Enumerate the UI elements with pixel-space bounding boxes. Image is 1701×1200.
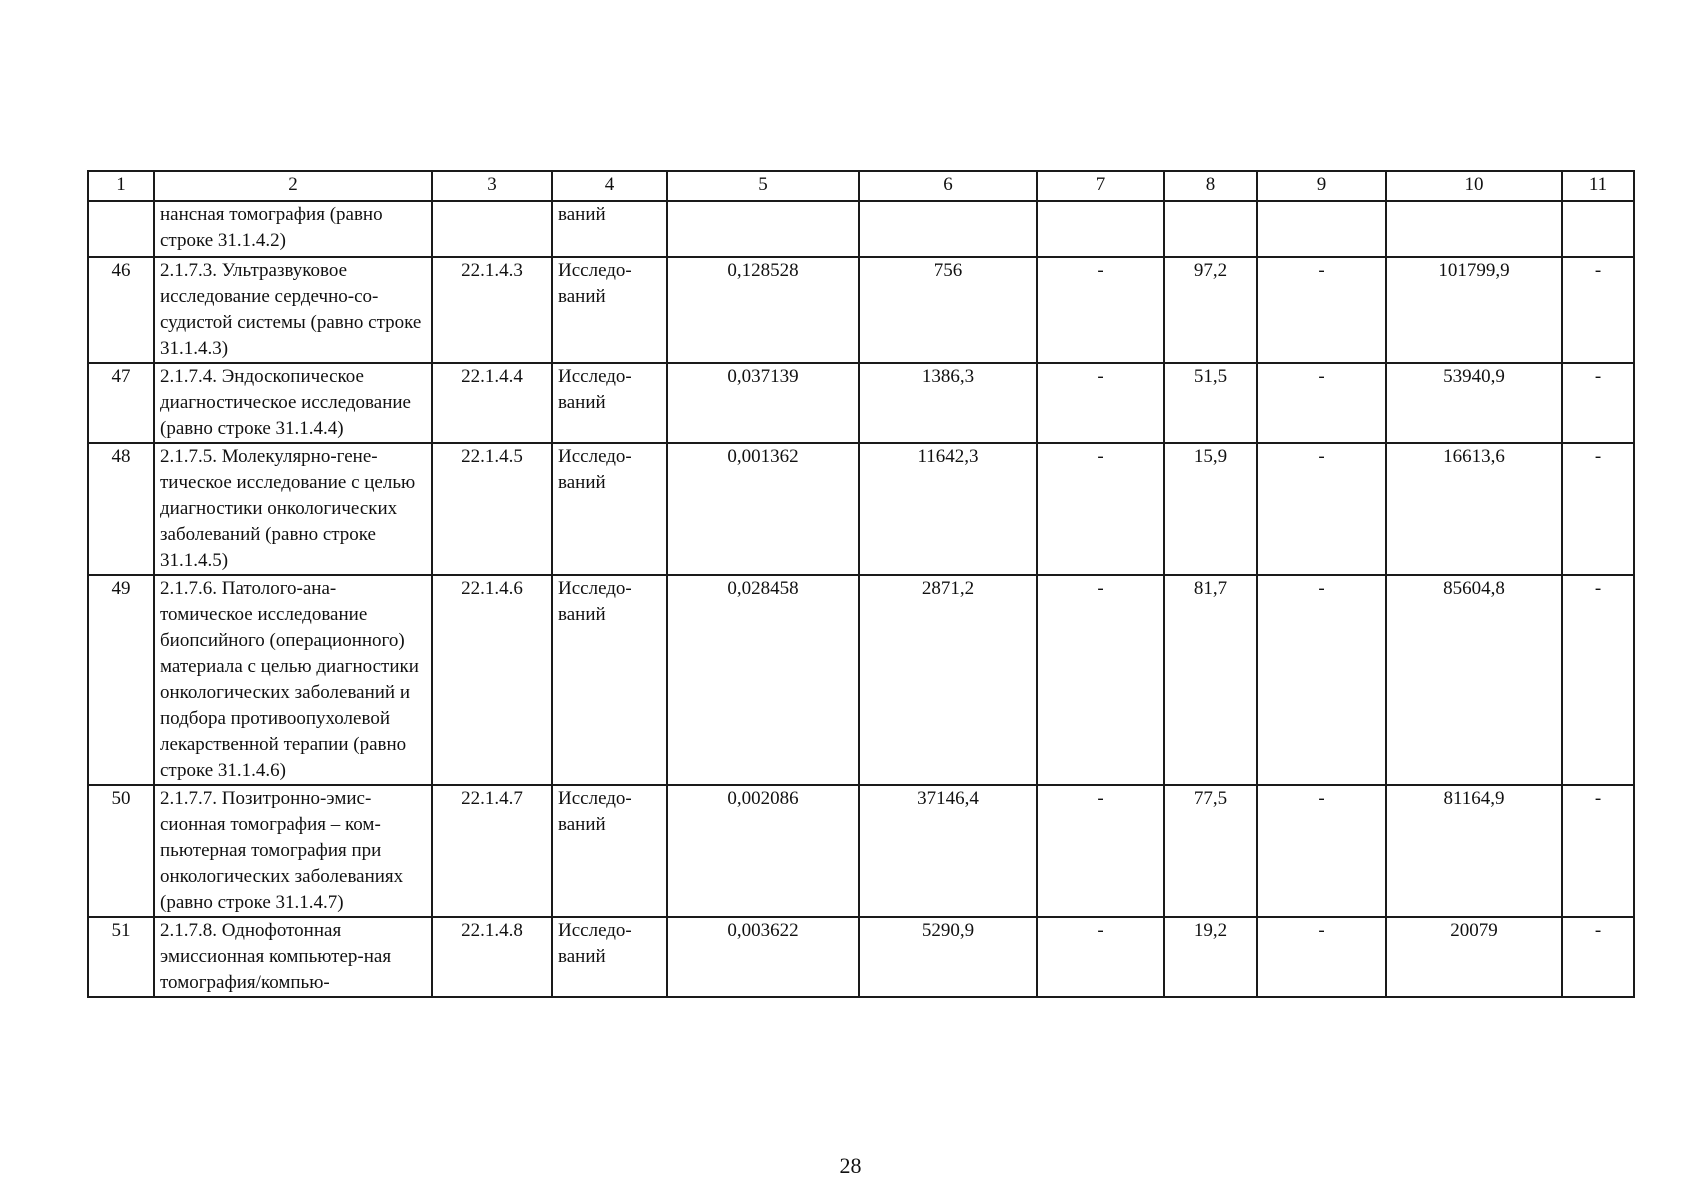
value-cell-col10: 20079 [1386,917,1562,997]
unit-cell: Исследо-ваний [552,443,667,575]
row-number-cell: 46 [88,257,154,363]
row-code-cell: 22.1.4.4 [432,363,552,443]
header-cell: 5 [667,171,859,201]
value-cell-col11: - [1562,785,1634,917]
value-cell-col9 [1257,201,1386,257]
value-cell-col11: - [1562,257,1634,363]
value-cell-col8: 51,5 [1164,363,1257,443]
row-number-cell: 51 [88,917,154,997]
value-cell-col9: - [1257,917,1386,997]
row-number-cell: 50 [88,785,154,917]
value-cell-col5: 0,001362 [667,443,859,575]
row-code-cell: 22.1.4.3 [432,257,552,363]
unit-cell: ваний [552,201,667,257]
value-cell-col10 [1386,201,1562,257]
value-cell-col7: - [1037,363,1164,443]
value-cell-col9: - [1257,785,1386,917]
header-cell: 3 [432,171,552,201]
value-cell-col11: - [1562,443,1634,575]
row-number-cell [88,201,154,257]
row-code-cell: 22.1.4.8 [432,917,552,997]
value-cell-col8: 97,2 [1164,257,1257,363]
value-cell-col7: - [1037,257,1164,363]
value-cell-col9: - [1257,443,1386,575]
table-row [88,785,1634,917]
data-table [87,170,1635,998]
value-cell-col10: 101799,9 [1386,257,1562,363]
value-cell-col10: 53940,9 [1386,363,1562,443]
value-cell-col5: 0,037139 [667,363,859,443]
page-number: 28 [839,1153,862,1178]
value-cell-col8: 19,2 [1164,917,1257,997]
row-code-cell: 22.1.4.7 [432,785,552,917]
header-cell: 1 [88,171,154,201]
header-cell: 7 [1037,171,1164,201]
value-cell-col5: 0,003622 [667,917,859,997]
value-cell-col7: - [1037,785,1164,917]
table-header-row [88,171,1634,201]
value-cell-col9: - [1257,575,1386,785]
row-code-cell [432,201,552,257]
indicator-name-cell: 2.1.7.6. Патолого-ана-томическое исследование биопсийного (операционного) материала с целью диагностики онкологических заболеваний и подбора противоопухолевой лекарственной терапии (равно строке 31.1.4.6) [154,575,432,785]
row-code-cell: 22.1.4.6 [432,575,552,785]
value-cell-col6 [859,201,1037,257]
table-row [88,201,1634,257]
table-row [88,917,1634,997]
unit-cell: Исследо-ваний [552,785,667,917]
header-cell: 10 [1386,171,1562,201]
value-cell-col6: 2871,2 [859,575,1037,785]
row-number-cell: 48 [88,443,154,575]
header-cell: 2 [154,171,432,201]
row-number-cell: 47 [88,363,154,443]
value-cell-col9: - [1257,257,1386,363]
value-cell-col10: 85604,8 [1386,575,1562,785]
value-cell-col8 [1164,201,1257,257]
header-cell: 9 [1257,171,1386,201]
value-cell-col7: - [1037,575,1164,785]
unit-cell: Исследо-ваний [552,363,667,443]
value-cell-col7: - [1037,443,1164,575]
value-cell-col6: 5290,9 [859,917,1037,997]
value-cell-col6: 1386,3 [859,363,1037,443]
unit-cell: Исследо-ваний [552,917,667,997]
header-cell: 6 [859,171,1037,201]
indicator-name-cell: 2.1.7.3. Ультразвуковое исследование сердечно-со-судистой системы (равно строке 31.1.4.3) [154,257,432,363]
table-row [88,363,1634,443]
value-cell-col6: 11642,3 [859,443,1037,575]
unit-cell: Исследо-ваний [552,257,667,363]
value-cell-col7: - [1037,917,1164,997]
table-row [88,575,1634,785]
indicator-name-cell: 2.1.7.4. Эндоскопическое диагностическое исследование (равно строке 31.1.4.4) [154,363,432,443]
value-cell-col8: 15,9 [1164,443,1257,575]
value-cell-col8: 81,7 [1164,575,1257,785]
value-cell-col5: 0,002086 [667,785,859,917]
row-number-cell: 49 [88,575,154,785]
unit-cell: Исследо-ваний [552,575,667,785]
value-cell-col10: 81164,9 [1386,785,1562,917]
value-cell-col5 [667,201,859,257]
value-cell-col10: 16613,6 [1386,443,1562,575]
value-cell-col5: 0,128528 [667,257,859,363]
value-cell-col11: - [1562,917,1634,997]
header-cell: 8 [1164,171,1257,201]
row-code-cell: 22.1.4.5 [432,443,552,575]
indicator-name-cell: 2.1.7.7. Позитронно-эмис-сионная томография – ком-пьютерная томография при онкологических заболеваниях (равно строке 31.1.4.7) [154,785,432,917]
indicator-name-cell: нансная томография (равно строке 31.1.4.2) [154,201,432,257]
value-cell-col6: 37146,4 [859,785,1037,917]
value-cell-col5: 0,028458 [667,575,859,785]
value-cell-col8: 77,5 [1164,785,1257,917]
header-cell: 4 [552,171,667,201]
header-cell: 11 [1562,171,1634,201]
value-cell-col6: 756 [859,257,1037,363]
table-row [88,443,1634,575]
indicator-name-cell: 2.1.7.5. Молекулярно-гене-тическое исследование с целью диагностики онкологических заболеваний (равно строке 31.1.4.5) [154,443,432,575]
value-cell-col11 [1562,201,1634,257]
value-cell-col11: - [1562,575,1634,785]
table-row [88,257,1634,363]
indicator-name-cell: 2.1.7.8. Однофотонная эмиссионная компьютер-ная томография/компью- [154,917,432,997]
value-cell-col11: - [1562,363,1634,443]
value-cell-col7 [1037,201,1164,257]
value-cell-col9: - [1257,363,1386,443]
